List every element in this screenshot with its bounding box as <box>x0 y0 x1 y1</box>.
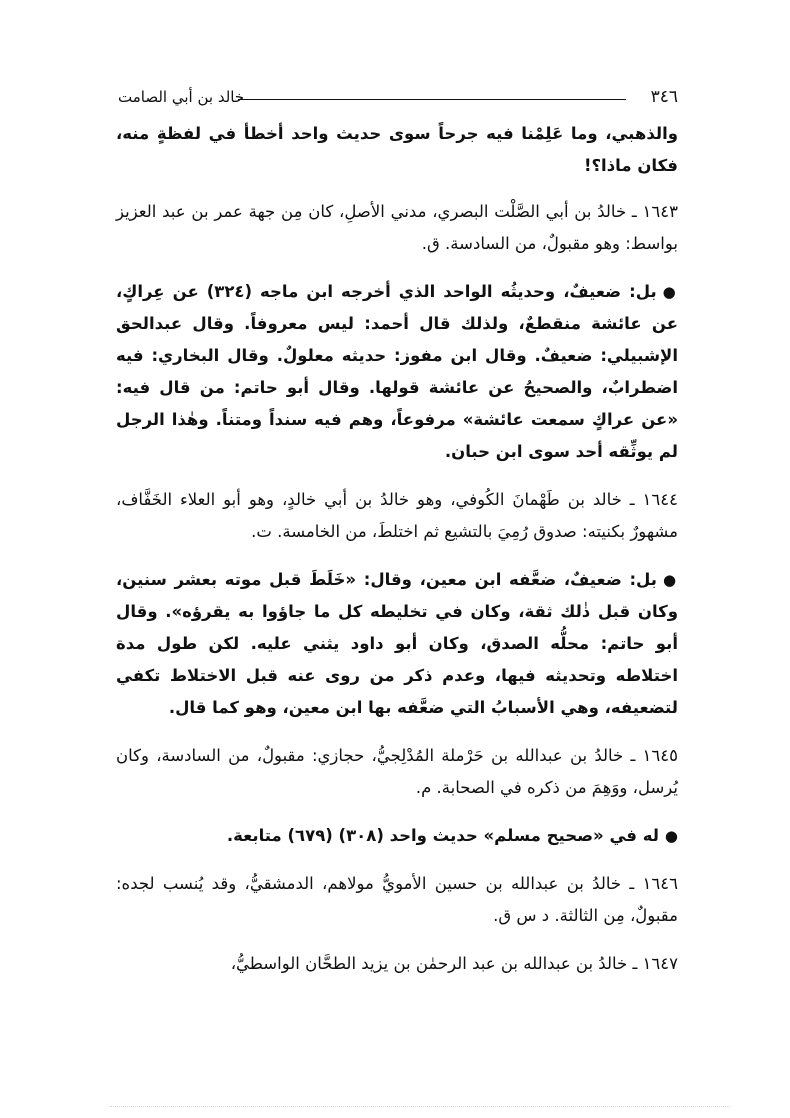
running-title: خالد بن أبي الصامت <box>118 88 245 106</box>
page-body <box>116 118 678 996</box>
bullet-icon: ● <box>662 283 678 301</box>
entry-1643: ١٦٤٣ ـ خالدُ بن أبي الصَّلْت البصري، مدني الأصلِ، كان مِن جهة عمر بن عبد العزيز بواسط: وهو مقبولٌ، من السادسة. ق. <box>116 202 678 253</box>
entry-1646: ١٦٤٦ ـ خالدُ بن عبدالله بن حسين الأمويُّ مولاهم، الدمشقيُّ، وقد يُنسب لجده: مقبولٌ، مِن الثالثة. د س ق. <box>116 874 678 925</box>
entry-1644: ١٦٤٤ ـ خالد بن طَهْمانَ الكُوفي، وهو خالدُ بن أبي خالدٍ، وهو أبو العلاء الخَفَّاف، مشهورٌ بكنيته: صدوق رُمِيَ بالتشيع ثم اختلطَ، من الخامسة. ت. <box>116 490 678 541</box>
scan-edge-marks <box>110 1106 730 1115</box>
comment-1643: ●بل: ضعيفٌ، وحديثُه الواحد الذي أخرجه ابن ماجه (٣٢٤) عن عِراكٍ، عن عائشة منقطعٌ، ولذلك قال أحمد: ليس معروفاً. وقال عبدالحق الإشبيلي: ضعيفٌ. وقال ابن مفوز: حديثه معلولٌ. وقال البخاري: فيه اضطرابٌ، والصحيحُ عن عائشة قولها. وقال أبو حاتم: من قال فيه: «عن عراكٍ سمعت عائشة» مرفوعاً، وهم فيه سنداً ومتناً. وهٰذا الرجل لم يوثِّقه أحد سوى ابن حبان. <box>116 282 678 461</box>
entry-1647: ١٦٤٧ ـ خالدُ بن عبدالله بن عبد الرحمٰن بن يزيد الطحَّان الواسطيُّ، <box>230 954 678 973</box>
comment-1644: ●بل: ضعيفٌ، ضعَّفه ابن معين، وقال: «خَلَطَ قبل موته بعشر سنين، وكان قبل ذٰلك ثقة، وكان في تخليطه كل ما جاؤوا به يقرؤه». وقال أبو حاتم: محلُّه الصدق، وكان أبو داود يثني عليه. لكن طول مدة اختلاطه وتحديثه فيها، وعدم ذكر من روى عنه قبل الاختلاط تكفي لتضعيفه، وهي الأسبابُ التي ضعَّفه بها ابن معين، وهو كما قال. <box>116 570 678 717</box>
bullet-icon: ● <box>662 571 678 589</box>
comment-1645: ●له في «صحيح مسلم» حديث واحد (٣٠٨) (٦٧٩) متابعة. <box>226 826 678 845</box>
page-number: ٣٤٦ <box>650 87 678 107</box>
header-rule <box>238 99 626 100</box>
page-header <box>118 86 678 110</box>
entry-1645: ١٦٤٥ ـ خالدُ بن عبدالله بن حَرْملة المُدْلِجيُّ، حجازي: مقبولٌ، من السادسة، وكان يُرسل، ووَهِمَ من ذكره في الصحابة. م. <box>116 746 678 797</box>
continuation-paragraph: والذهبي، وما عَلِمْنا فيه جرحاً سوى حديث واحد أخطأ في لفظةٍ منه، فكان ماذا؟! <box>116 124 678 175</box>
bullet-icon: ● <box>664 827 678 845</box>
